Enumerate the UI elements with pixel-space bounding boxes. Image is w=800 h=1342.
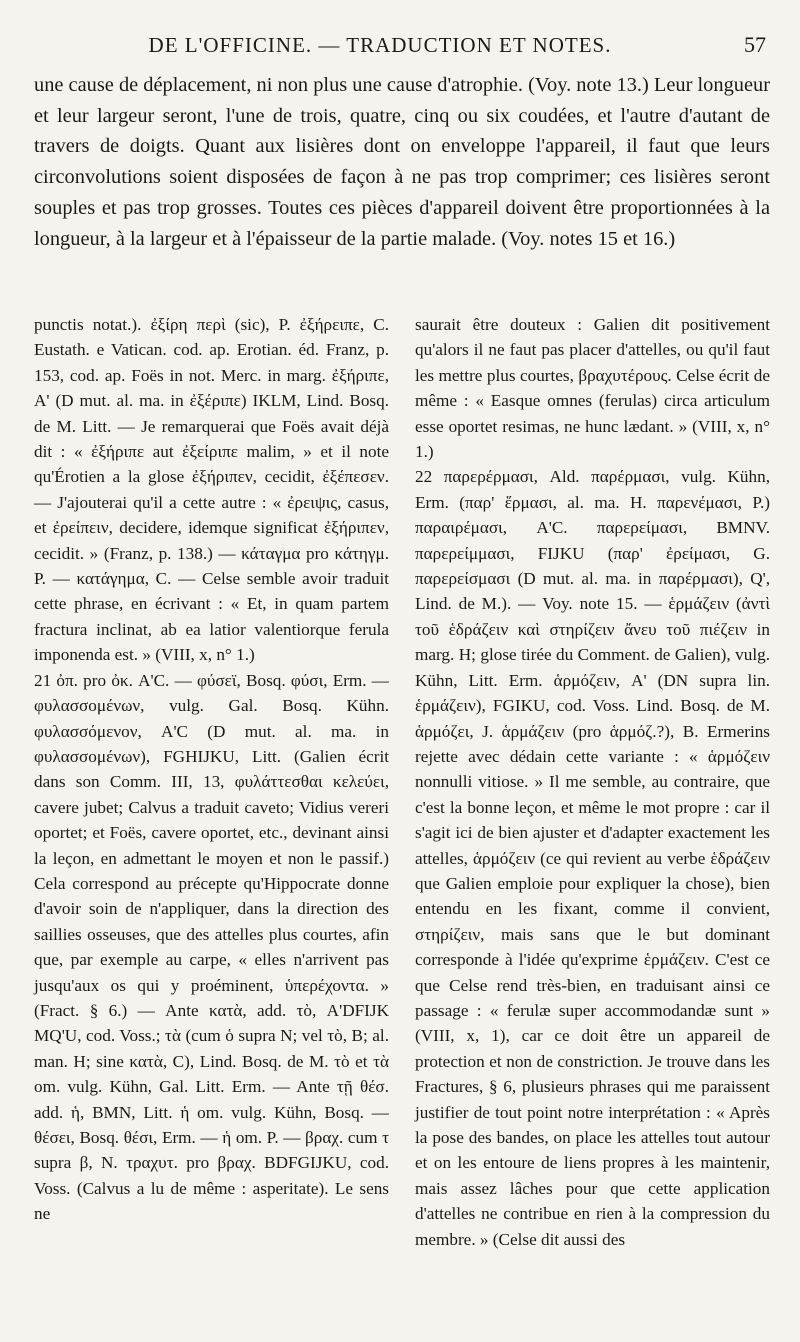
footnote-columns [34,312,770,1252]
page-header [34,32,766,62]
main-text-paragraph: une cause de déplacement, ni non plus une cause d'atrophie. (Voy. note 13.) Leur longueur et leur largeur seront, l'une de trois, quatre, cinq ou six coudées, et l'autre d'autant de travers de doigts. Quant aux lisières dont on enveloppe l'appareil, il faut que leurs circonvolutions soient disposées de façon à ne pas trop comprimer; ces lisières seront souples et pas trop grosses. Toutes ces pièces d'appareil doivent être proportionnées à la longueur, à la largeur et à l'épaisseur de la partie malade. (Voy. notes 15 et 16.) [34,74,770,250]
footnote-22: 22 παρερέρμασι, Ald. παρέρμασι, vulg. Kühn, Erm. (παρ' ἕρμασι, al. ma. H. παρενέμασι, P.) παραιρέμασι, A'C. παρερείμασι, BMNV. παρερείμμασι, FIJKU (παρ' ἐρείμασι, G. παρερείσμασι (D mut. al. ma. in παρέρμασι), Q', Lind. de M.). — Voy. note 15. — ἑρμάζειν (ἀντὶ τοῦ ἑδράζειν καὶ στηρίζειν ἄνευ τοῦ πιέζειν in marg. H; glose tirée du Comment. de Galien), vulg. Kühn, Litt. Erm. ἁρμόζειν, A' (DN supra lin. ἑρμάζειν), FGIKU, cod. Voss. Lind. Bosq. de M. ἁρμόζει, J. ἁρμάζειν (pro ἁρμόζ.?), B. Ermerins rejette avec dédain cette variante : « ἁρμόζειν nonnulli vitiose. » Il me semble, au contraire, que c'est la bonne leçon, et même le mot propre : car il s'agit ici de bien ajuster et d'adapter exactement les attelles, ἁρμόζειν (ce qui revient au verbe ἑδράζειν que Galien emploie pour expliquer la chose), bien entendu en les fixant, comme il convient, στηρίζειν, mais sans que le but dominant corresponde à l'idée qu'exprime ἑρμάζειν. C'est ce que Celse rend très-bien, en traduisant ainsi ce passage : « ferulæ super accommodandæ sunt » (VIII, x, 1), car ce doit être un appareil de protection et non de constriction. Je trouve dans les Fractures, § 6, plusieurs phrases qui me paraissent justifier de tout point notre interprétation : « Après la pose des bandes, on place les attelles tout autour et on les entoure de liens propres à les maintenir, mais assez lâches pour que cette application d'attelles ne contribue en rien à la compression du membre. » (Celse dit aussi des [415,467,770,1249]
footnote-21: 21 ὀπ. pro ὀκ. A'C. — φύσεϊ, Bosq. φύσι, Erm. — φυλασσομένων, vulg. Gal. Bosq. Kühn. φυλασσόμενον, A'C (D mut. al. ma. in φυλασσομένων), FGHIJKU, Litt. (Galien écrit dans son Comm. III, 13, φυλάττεσθαι κελεύει, cavere jubet; Calvus a traduit caveto; Vidius vereri oportet; et Foës, cavere oportet, etc., devinant ainsi la leçon, en admettant le moyen et non le passif.) Cela correspond au précepte qu'Hippocrate donne d'avoir soin de n'appliquer, dans la direction des saillies osseuses, que des attelles plus courtes, afin que, par exemple au carpe, « elles n'arrivent pas jusqu'aux os qui y proéminent, ὑπερέχοντα. » (Fract. § 6.) — Ante κατὰ, add. τὸ, A'DFIJK MQ'U, cod. Voss.; τὰ (cum ὁ supra N; vel τὸ, B; al. man. H; sine κατὰ, C), Lind. Bosq. de M. τὸ et τὰ om. vulg. Kühn, Gal. Litt. Erm. — Ante τῇ θέσ. add. ἡ, BMN, Litt. ἡ om. vulg. Kühn, Bosq. — θέσει, Bosq. θέσι, Erm. — ἡ om. P. — βραχ. cum τ supra β, N. τραχυτ. pro βραχ. BDFGIJKU, cod. Voss. (Calvus a lu de même : asperitate). Le sens ne [34,670,389,1224]
footnote-continuation: punctis notat.). ἐξίρη περὶ (sic), P. ἐξήρειπε, C. Eustath. e Vatican. cod. ap. Erotian. éd. Franz, p. 153, cod. ap. Foës in not. Merc. in marg. ἐξήριπε, A' (D mut. al. ma. in ἐξέριπε) IKLM, Lind. Bosq. de M. Litt. — Je remarquerai que Foës avait déjà dit : « ἐξήριπε aut ἐξείριπε malim, » et il note qu'Érotien a la glose ἐξήριπεν, cecidit, ἐξέπεσεν. — J'ajouterai qu'il a cette autre : « ἐρειψις, casus, et ἐρείπειν, decidere, idemque significat ἐξήριπεν, cecidit. » (Franz, p. 138.) — κάταγμα pro κάτηγμ. P. — κατάγημα, C. — Celse semble avoir traduit cette phrase, en écrivant : « Et, in quam partem fractura inclinat, ab ea latior valentiorque ferula imponenda est. » (VIII, x, n° 1.) [34,315,389,665]
left-footnote-column [34,312,389,1252]
right-footnote-column [415,312,770,1252]
page-number: 57 [744,32,766,57]
running-head: DE L'OFFICINE. — TRADUCTION ET NOTES. [148,33,612,57]
footnote-21-continuation: saurait être douteux : Galien dit positivement qu'alors il ne faut pas placer d'attelles, ou qu'il faut les mettre plus courtes, βραχυτέρους. Celse écrit de même : « Easque omnes (ferulas) circa articulum esse oportet resimas, ne hunc lædant. » (VIII, x, n° 1.) [415,315,770,462]
